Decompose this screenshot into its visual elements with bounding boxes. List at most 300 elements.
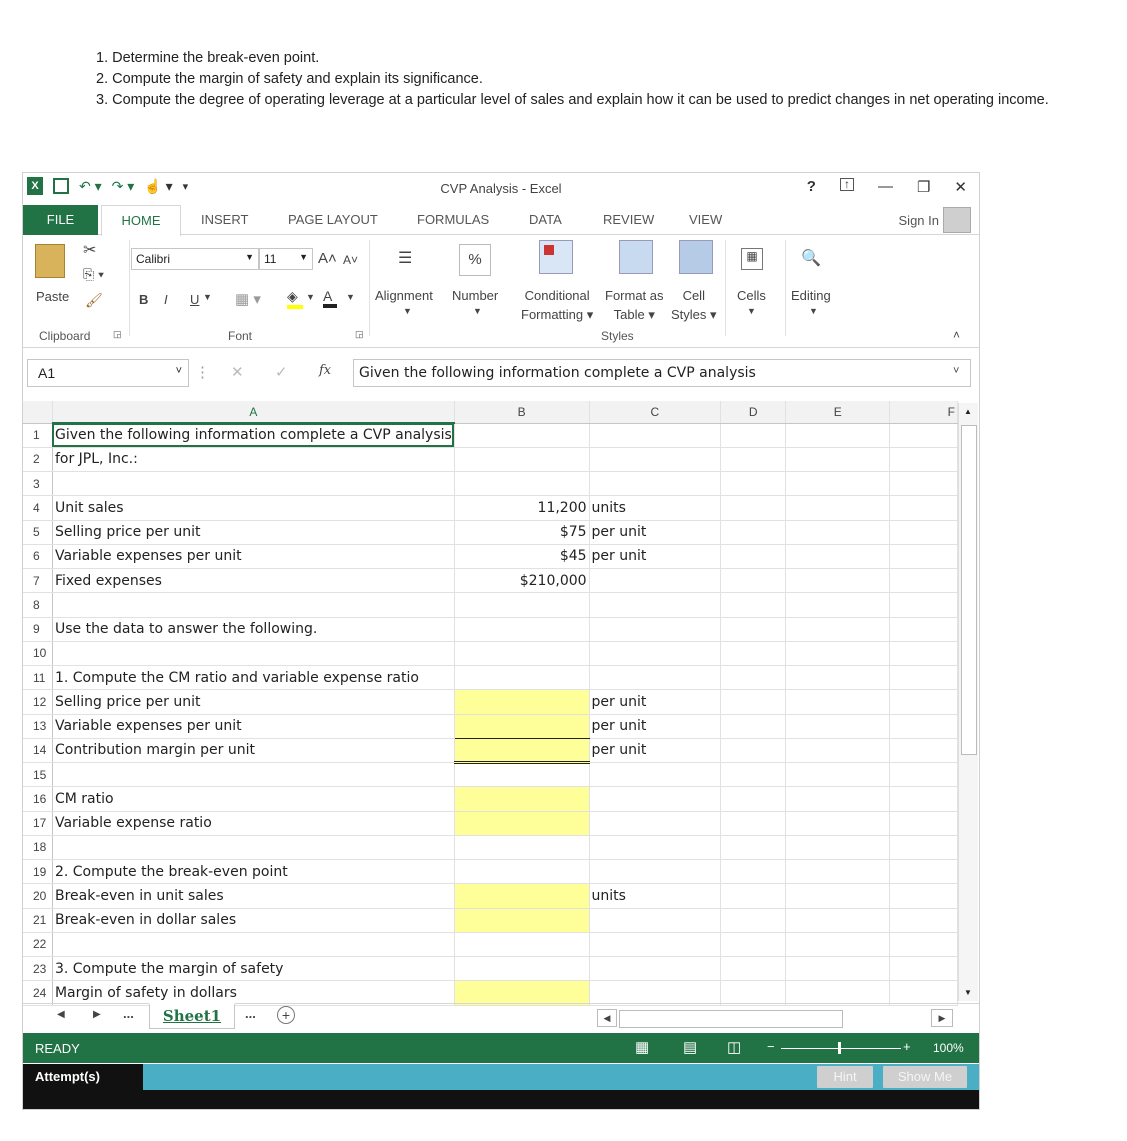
cell-d[interactable] — [721, 641, 786, 665]
cell-c[interactable] — [589, 472, 720, 496]
alignment-button[interactable]: Alignment — [375, 288, 433, 303]
cell-a[interactable] — [52, 932, 454, 956]
cell-d[interactable] — [721, 835, 786, 859]
row-header[interactable]: 13 — [23, 714, 52, 738]
cell-b[interactable]: $45 — [454, 544, 589, 568]
cell-e[interactable] — [786, 932, 890, 956]
cell-c[interactable] — [589, 569, 720, 593]
grow-font-icon[interactable]: A˄ — [318, 250, 337, 267]
cell-e[interactable] — [786, 957, 890, 981]
zoom-in-icon[interactable]: + — [903, 1039, 911, 1054]
row-header[interactable]: 18 — [23, 835, 52, 859]
cell-b[interactable] — [454, 811, 589, 835]
chevron-down-icon[interactable]: ˅ — [175, 365, 182, 377]
cell-a[interactable]: Given the following information complete a CVP analysis — [52, 423, 454, 447]
cell-d[interactable] — [721, 496, 786, 520]
row-header[interactable]: 11 — [23, 666, 52, 690]
cells-icon[interactable]: ▦ — [741, 248, 763, 270]
cell-e[interactable] — [786, 641, 890, 665]
zoom-slider-thumb[interactable] — [838, 1042, 841, 1054]
cell-d[interactable] — [721, 884, 786, 908]
scroll-up-icon[interactable]: ▲ — [964, 407, 972, 416]
cell-e[interactable] — [786, 714, 890, 738]
cell-b[interactable] — [454, 714, 589, 738]
cell-b[interactable] — [454, 593, 589, 617]
cell-a[interactable] — [52, 835, 454, 859]
bold-button[interactable]: B — [139, 292, 149, 307]
row-header[interactable]: 1 — [23, 423, 52, 447]
row-header[interactable]: 23 — [23, 957, 52, 981]
cell-f[interactable] — [890, 641, 958, 665]
cell-d[interactable] — [721, 690, 786, 714]
collapse-ribbon-icon[interactable]: ˄ — [953, 328, 961, 342]
chevron-down-icon[interactable]: ▼ — [346, 292, 355, 302]
cell-d[interactable] — [721, 763, 786, 787]
cell-f[interactable] — [890, 763, 958, 787]
formula-input[interactable]: Given the following information complete a CVP analysis — [353, 359, 971, 387]
cell-f[interactable] — [890, 496, 958, 520]
row-header[interactable]: 8 — [23, 593, 52, 617]
shrink-font-icon[interactable]: A˅ — [343, 253, 359, 267]
paste-icon[interactable] — [35, 244, 65, 278]
customize-qat-icon[interactable]: ▾ — [182, 180, 189, 193]
chevron-down-icon[interactable]: ▼ — [306, 292, 315, 302]
format-as-label-1: Format as — [605, 288, 664, 303]
borders-icon[interactable]: ▦ ▾ — [235, 291, 261, 308]
cell-b[interactable] — [454, 763, 589, 787]
cell-c[interactable]: per unit — [589, 520, 720, 544]
cell-d[interactable] — [721, 787, 786, 811]
cell-c[interactable] — [589, 617, 720, 641]
cell-d[interactable] — [721, 423, 786, 447]
cell-c[interactable] — [589, 641, 720, 665]
cell-f[interactable] — [890, 617, 958, 641]
sign-in[interactable] — [899, 207, 971, 233]
table-row — [23, 714, 958, 738]
column-header-e[interactable]: E — [786, 401, 890, 423]
next-sheet-icon[interactable]: ▶ — [93, 1009, 101, 1020]
row-header[interactable]: 22 — [23, 932, 52, 956]
table-row — [23, 641, 958, 665]
cell-b[interactable] — [454, 884, 589, 908]
cell-f[interactable] — [890, 884, 958, 908]
copy-icon[interactable]: ⎘ ▾ — [83, 266, 104, 282]
table-row — [23, 447, 958, 471]
table-row — [23, 908, 958, 932]
show-me-button[interactable]: Show Me — [883, 1066, 967, 1088]
cancel-icon[interactable]: ✕ — [231, 364, 244, 381]
spreadsheet-grid — [23, 401, 958, 1006]
close-icon[interactable]: ✕ — [954, 179, 967, 196]
minimize-icon[interactable]: — — [877, 178, 893, 195]
name-box-value: A1 — [38, 365, 56, 381]
cell-b[interactable] — [454, 957, 589, 981]
row-header[interactable]: 19 — [23, 860, 52, 884]
touch-mode-icon[interactable]: ☝ ▾ — [144, 177, 173, 194]
tab-data[interactable]: DATA — [529, 212, 562, 227]
cell-c[interactable] — [589, 447, 720, 471]
scroll-left-icon[interactable]: ◀ — [597, 1009, 617, 1027]
row-header[interactable]: 9 — [23, 617, 52, 641]
name-box[interactable] — [27, 359, 189, 387]
cell-f[interactable] — [890, 787, 958, 811]
redo-icon[interactable]: ↷ ▾ — [111, 177, 135, 194]
cell-e[interactable] — [786, 884, 890, 908]
column-header-f[interactable]: F — [890, 401, 958, 423]
cell-a[interactable] — [52, 763, 454, 787]
expand-formula-icon[interactable]: ˅ — [953, 365, 960, 377]
scroll-thumb[interactable] — [961, 425, 977, 755]
row-header[interactable]: 6 — [23, 544, 52, 568]
separator — [725, 240, 726, 336]
cell-f[interactable] — [890, 811, 958, 835]
cell-e[interactable] — [786, 472, 890, 496]
tab-page-layout[interactable]: PAGE LAYOUT — [288, 212, 378, 227]
row-header[interactable]: 3 — [23, 472, 52, 496]
horizontal-scrollbar[interactable] — [619, 1010, 843, 1028]
separator — [785, 240, 786, 336]
chevron-down-icon[interactable]: ▼ — [747, 306, 756, 316]
column-header-a[interactable]: A — [52, 401, 454, 423]
chevron-down-icon[interactable]: ▼ — [203, 292, 212, 302]
cell-d[interactable] — [721, 472, 786, 496]
restore-icon[interactable]: ❐ — [916, 179, 931, 196]
chevron-down-icon[interactable]: ▼ — [809, 306, 818, 316]
cell-a[interactable]: Variable expenses per unit — [52, 544, 454, 568]
help-icon[interactable]: ? — [806, 178, 816, 195]
separator — [129, 240, 130, 336]
cell-a[interactable]: 1. Compute the CM ratio and variable expense ratio — [52, 666, 454, 690]
cell-c[interactable] — [589, 763, 720, 787]
font-launcher-icon[interactable]: ◲ — [355, 329, 364, 339]
cell-a[interactable]: 2. Compute the break-even point — [52, 860, 454, 884]
select-all-corner[interactable] — [23, 401, 52, 423]
ribbon-display-icon[interactable]: ↑ — [840, 178, 854, 191]
conditional-formatting-icon[interactable] — [539, 240, 573, 274]
cell-e[interactable] — [786, 666, 890, 690]
cell-c[interactable]: per unit — [589, 544, 720, 568]
conditional-formatting-button[interactable]: Conditional Formatting ▾ — [521, 288, 594, 322]
table-row — [23, 593, 958, 617]
cell-a[interactable]: Fixed expenses — [52, 569, 454, 593]
ready-status: READY — [35, 1041, 80, 1056]
cell-b[interactable] — [454, 641, 589, 665]
cell-styles-icon[interactable] — [679, 240, 713, 274]
clipboard-launcher-icon[interactable]: ◲ — [113, 329, 122, 339]
cell-f[interactable] — [890, 714, 958, 738]
cell-a[interactable]: CM ratio — [52, 787, 454, 811]
cell-b[interactable] — [454, 666, 589, 690]
zoom-slider[interactable] — [781, 1048, 901, 1049]
cell-a[interactable]: Margin of safety in dollars — [52, 981, 454, 1005]
row-header[interactable]: 16 — [23, 787, 52, 811]
cell-f[interactable] — [890, 593, 958, 617]
cell-f[interactable] — [890, 690, 958, 714]
cell-f[interactable] — [890, 981, 958, 1005]
sign-in-label[interactable]: Sign In — [898, 212, 939, 228]
editing-icon[interactable]: 🔍 — [801, 250, 821, 267]
zoom-out-icon[interactable]: − — [767, 1039, 775, 1054]
cell-a[interactable]: Contribution margin per unit — [52, 738, 454, 762]
tab-home[interactable]: HOME — [101, 205, 181, 236]
insert-function-icon[interactable]: fx — [319, 363, 332, 378]
title-bar — [23, 173, 979, 203]
tab-formulas[interactable]: FORMULAS — [417, 212, 490, 227]
italic-button[interactable]: I — [164, 292, 168, 307]
chevron-down-icon: ▼ — [299, 252, 308, 262]
row-header[interactable]: 5 — [23, 520, 52, 544]
chevron-down-icon: ▼ — [245, 252, 254, 262]
cell-b[interactable] — [454, 860, 589, 884]
cell-b[interactable]: $75 — [454, 520, 589, 544]
cell-d[interactable] — [721, 520, 786, 544]
cell-d[interactable] — [721, 666, 786, 690]
cell-c[interactable] — [589, 811, 720, 835]
cell-e[interactable] — [786, 593, 890, 617]
cell-f[interactable] — [890, 423, 958, 447]
table-row — [23, 957, 958, 981]
cell-f[interactable] — [890, 447, 958, 471]
cell-d[interactable] — [721, 714, 786, 738]
column-header-c[interactable]: C — [589, 401, 720, 423]
row-header[interactable]: 15 — [23, 763, 52, 787]
cell-e[interactable] — [786, 423, 890, 447]
row-header[interactable]: 10 — [23, 641, 52, 665]
cell-b[interactable] — [454, 690, 589, 714]
cell-e[interactable] — [786, 690, 890, 714]
conditional-label-2: Formatting — [521, 307, 584, 322]
format-as-table-button[interactable]: Format as Table ▾ — [605, 288, 664, 322]
table-row — [23, 520, 958, 544]
cell-b[interactable] — [454, 787, 589, 811]
cell-d[interactable] — [721, 593, 786, 617]
cell-f[interactable] — [890, 860, 958, 884]
cell-d[interactable] — [721, 932, 786, 956]
cell-e[interactable] — [786, 738, 890, 762]
row-header[interactable]: 21 — [23, 908, 52, 932]
cell-d[interactable] — [721, 811, 786, 835]
cut-icon[interactable]: ✂ — [83, 242, 97, 259]
row-header[interactable]: 12 — [23, 690, 52, 714]
row-header[interactable]: 2 — [23, 447, 52, 471]
cell-c[interactable] — [589, 957, 720, 981]
cell-c[interactable] — [589, 835, 720, 859]
scroll-down-icon[interactable]: ▼ — [964, 988, 972, 997]
cell-e[interactable] — [786, 787, 890, 811]
cell-c[interactable] — [589, 981, 720, 1005]
cell-f[interactable] — [890, 544, 958, 568]
cell-e[interactable] — [786, 811, 890, 835]
sheet-tab-sheet1[interactable]: Sheet1 — [149, 1003, 235, 1029]
sheet-table — [23, 401, 958, 1006]
enter-icon[interactable]: ✓ — [275, 364, 288, 381]
page-break-view-icon[interactable]: ◫ — [727, 1039, 742, 1056]
tab-view[interactable]: VIEW — [689, 212, 723, 227]
cell-c[interactable]: units — [589, 496, 720, 520]
cell-a[interactable]: 3. Compute the margin of safety — [52, 957, 454, 981]
zoom-level[interactable]: 100% — [933, 1041, 964, 1055]
tab-insert[interactable]: INSERT — [201, 212, 249, 227]
tab-file[interactable]: FILE — [23, 205, 98, 235]
bottom-bar — [23, 1090, 979, 1110]
alignment-icon[interactable]: ☰ — [398, 250, 413, 267]
cell-a[interactable]: Selling price per unit — [52, 520, 454, 544]
cell-a[interactable]: Use the data to answer the following. — [52, 617, 454, 641]
instruction-2: 2. Compute the margin of safety and explain its significance. — [96, 71, 483, 87]
table-row — [23, 981, 958, 1005]
undo-icon[interactable]: ↶ ▾ — [79, 177, 102, 194]
prev-sheet-icon[interactable]: ◀ — [57, 1009, 65, 1020]
cell-c[interactable] — [589, 787, 720, 811]
format-painter-icon[interactable]: 🖌 — [85, 292, 103, 308]
cell-c[interactable] — [589, 932, 720, 956]
cell-d[interactable] — [721, 860, 786, 884]
cell-d[interactable] — [721, 617, 786, 641]
cell-a[interactable]: Selling price per unit — [52, 690, 454, 714]
table-row — [23, 617, 958, 641]
cell-b[interactable] — [454, 738, 589, 762]
column-header-d[interactable]: D — [721, 401, 786, 423]
cell-c[interactable]: per unit — [589, 738, 720, 762]
cell-a[interactable]: Variable expense ratio — [52, 811, 454, 835]
row-header[interactable]: 20 — [23, 884, 52, 908]
cell-f[interactable] — [890, 472, 958, 496]
cell-f[interactable] — [890, 569, 958, 593]
window-controls — [807, 178, 967, 196]
cell-e[interactable] — [786, 544, 890, 568]
more-sheets-left[interactable]: ... — [123, 1006, 134, 1021]
table-row — [23, 860, 958, 884]
cell-e[interactable] — [786, 447, 890, 471]
cell-a[interactable] — [52, 641, 454, 665]
more-sheets-right[interactable]: ... — [245, 1006, 256, 1021]
cell-c[interactable] — [589, 908, 720, 932]
cell-d[interactable] — [721, 957, 786, 981]
cell-d[interactable] — [721, 447, 786, 471]
cell-styles-button[interactable]: Cell Styles ▾ — [671, 288, 717, 322]
cell-d[interactable] — [721, 981, 786, 1005]
cell-c[interactable] — [589, 666, 720, 690]
editing-button[interactable]: Editing — [791, 288, 831, 303]
number-format-icon[interactable]: % — [459, 244, 491, 276]
cell-a[interactable]: for JPL, Inc.: — [52, 447, 454, 471]
font-color-icon[interactable]: A — [323, 288, 337, 308]
cell-f[interactable] — [890, 738, 958, 762]
excel-window — [22, 172, 980, 1110]
cell-b[interactable] — [454, 447, 589, 471]
cell-b[interactable] — [454, 908, 589, 932]
conditional-label-1: Conditional — [524, 288, 590, 303]
normal-view-icon[interactable]: ▦ — [635, 1039, 650, 1056]
instructions-list — [96, 48, 1049, 111]
cell-b[interactable] — [454, 835, 589, 859]
paste-button[interactable]: Paste — [36, 289, 70, 304]
cell-f[interactable] — [890, 908, 958, 932]
clipboard-group-label: Clipboard — [39, 329, 91, 343]
formula-bar — [23, 358, 979, 390]
cell-d[interactable] — [721, 908, 786, 932]
cell-e[interactable] — [786, 835, 890, 859]
cell-e[interactable] — [786, 860, 890, 884]
cell-b[interactable] — [454, 617, 589, 641]
underline-button[interactable]: U — [190, 292, 200, 307]
cell-a[interactable]: Variable expenses per unit — [52, 714, 454, 738]
cell-d[interactable] — [721, 738, 786, 762]
table-row — [23, 884, 958, 908]
cell-a[interactable]: Unit sales — [52, 496, 454, 520]
cell-c[interactable] — [589, 423, 720, 447]
fill-color-icon[interactable]: ◈ — [287, 288, 303, 309]
cell-styles-label-2: Styles — [671, 307, 707, 322]
cell-f[interactable] — [890, 932, 958, 956]
row-header[interactable]: 7 — [23, 569, 52, 593]
cell-b[interactable] — [454, 932, 589, 956]
attempt-bar — [23, 1064, 979, 1090]
separator — [369, 240, 370, 336]
cell-c[interactable]: per unit — [589, 690, 720, 714]
cell-e[interactable] — [786, 617, 890, 641]
cell-a[interactable]: Break-even in unit sales — [52, 884, 454, 908]
cell-a[interactable]: Break-even in dollar sales — [52, 908, 454, 932]
number-button[interactable]: Number — [452, 288, 499, 303]
cell-c[interactable]: per unit — [589, 714, 720, 738]
cell-b[interactable]: 11,200 — [454, 496, 589, 520]
cell-e[interactable] — [786, 981, 890, 1005]
row-header[interactable]: 17 — [23, 811, 52, 835]
avatar-icon — [943, 207, 971, 233]
cell-a[interactable] — [52, 472, 454, 496]
add-sheet-icon[interactable]: + — [277, 1006, 295, 1024]
cell-c[interactable] — [589, 593, 720, 617]
row-header[interactable]: 4 — [23, 496, 52, 520]
cell-a[interactable] — [52, 593, 454, 617]
hint-button[interactable]: Hint — [817, 1066, 873, 1088]
table-row — [23, 496, 958, 520]
cell-c[interactable] — [589, 860, 720, 884]
cell-c[interactable]: units — [589, 884, 720, 908]
cell-styles-label-1: Cell — [682, 288, 705, 303]
cell-b[interactable] — [454, 981, 589, 1005]
font-name-select[interactable] — [131, 248, 259, 270]
column-header-b[interactable]: B — [454, 401, 589, 423]
row-header[interactable]: 14 — [23, 738, 52, 762]
format-as-table-icon[interactable] — [619, 240, 653, 274]
tab-review[interactable]: REVIEW — [603, 212, 655, 227]
cell-f[interactable] — [890, 835, 958, 859]
cell-e[interactable] — [786, 908, 890, 932]
cell-f[interactable] — [890, 957, 958, 981]
cell-e[interactable] — [786, 496, 890, 520]
cell-d[interactable] — [721, 544, 786, 568]
cell-e[interactable] — [786, 520, 890, 544]
scroll-right-icon[interactable]: ▶ — [931, 1009, 953, 1027]
cell-f[interactable] — [890, 520, 958, 544]
cell-e[interactable] — [786, 763, 890, 787]
cell-e[interactable] — [786, 569, 890, 593]
cell-b[interactable] — [454, 472, 589, 496]
row-header[interactable]: 24 — [23, 981, 52, 1005]
cells-button[interactable]: Cells — [737, 288, 766, 303]
cell-b[interactable]: $210,000 — [454, 569, 589, 593]
font-size-select[interactable] — [259, 248, 313, 270]
cell-b[interactable] — [454, 423, 589, 447]
cell-d[interactable] — [721, 569, 786, 593]
vertical-scrollbar[interactable] — [958, 403, 978, 1001]
chevron-down-icon[interactable]: ▼ — [403, 306, 412, 316]
cell-f[interactable] — [890, 666, 958, 690]
chevron-down-icon[interactable]: ▼ — [473, 306, 482, 316]
page-layout-view-icon[interactable]: ▤ — [683, 1039, 698, 1056]
